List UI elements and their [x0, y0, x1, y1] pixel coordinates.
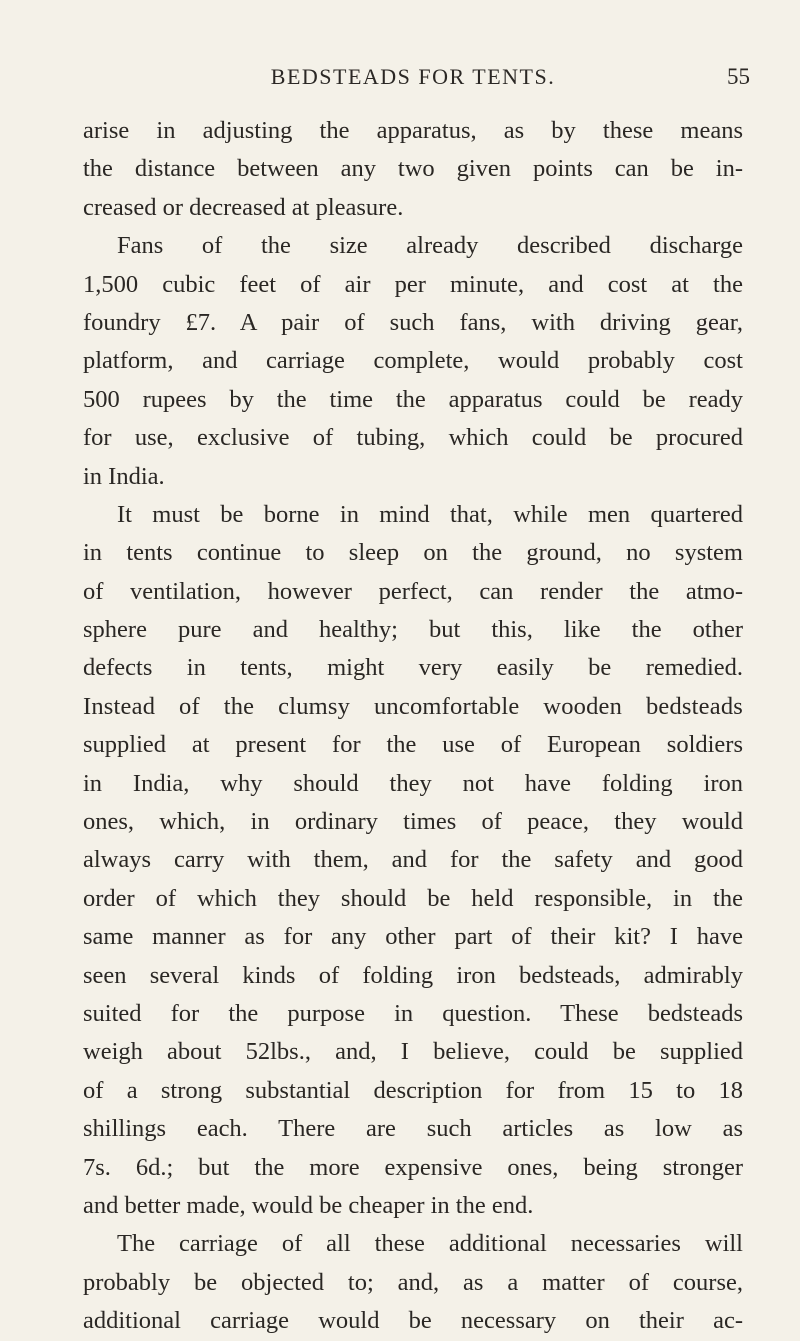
- text-line: of a strong substantial description for from 15 to 18: [83, 1076, 743, 1104]
- text-line: suited for the purpose in question. These bedsteads: [83, 999, 743, 1027]
- text-line: always carry with them, and for the safety and good: [83, 846, 743, 874]
- text-line: weigh about 52lbs., and, I believe, could be supplied: [83, 1038, 743, 1066]
- running-head-title: BEDSTEADS FOR TENTS.: [270, 64, 556, 89]
- text-line: shillings each. There are such articles as low as: [83, 1115, 743, 1143]
- text-line: in India.: [83, 462, 165, 490]
- text-line: seen several kinds of folding iron bedsteads, admirably: [83, 961, 743, 989]
- text-line: 1,500 cubic feet of air per minute, and cost at the: [83, 270, 743, 298]
- text-line: defects in tents, might very easily be remedied.: [83, 654, 743, 682]
- text-line: 500 rupees by the time the apparatus could be ready: [83, 385, 743, 413]
- page-number: 55: [727, 64, 750, 89]
- text-line: additional carriage would be necessary on their ac-: [83, 1307, 743, 1335]
- text-line: creased or decreased at pleasure.: [83, 193, 404, 221]
- text-line: platform, and carriage complete, would probably cost: [83, 347, 743, 375]
- text-line: in India, why should they not have folding iron: [83, 769, 743, 797]
- text-line: in tents continue to sleep on the ground, no system: [83, 539, 743, 567]
- text-line: Instead of the clumsy uncomfortable wooden bedsteads: [83, 692, 743, 720]
- text-line: sphere pure and healthy; but this, like the other: [83, 616, 743, 644]
- text-line: Fans of the size already described discharge: [117, 232, 743, 260]
- text-line: 7s. 6d.; but the more expensive ones, being stronger: [83, 1153, 743, 1181]
- text-line: same manner as for any other part of their kit? I have: [83, 923, 743, 951]
- text-line: for use, exclusive of tubing, which could be procured: [83, 424, 743, 452]
- text-line: of ventilation, however perfect, can render the atmo-: [83, 577, 743, 605]
- text-line: foundry £7. A pair of such fans, with driving gear,: [83, 308, 743, 336]
- text-line: It must be borne in mind that, while men quartered: [117, 500, 743, 528]
- text-line: arise in adjusting the apparatus, as by these means: [83, 117, 743, 144]
- text-line: order of which they should be held responsible, in the: [83, 884, 743, 912]
- text-line: supplied at present for the use of European soldiers: [83, 731, 743, 759]
- text-line: The carriage of all these additional necessaries will: [117, 1230, 743, 1258]
- text-line: the distance between any two given points can be in-: [83, 155, 743, 183]
- text-line: probably be objected to; and, as a matter of course,: [83, 1268, 743, 1296]
- text-line: and better made, would be cheaper in the end.: [83, 1191, 534, 1219]
- text-line: ones, which, in ordinary times of peace, they would: [83, 808, 743, 836]
- running-head: [0, 64, 800, 94]
- body-text: [83, 112, 743, 1341]
